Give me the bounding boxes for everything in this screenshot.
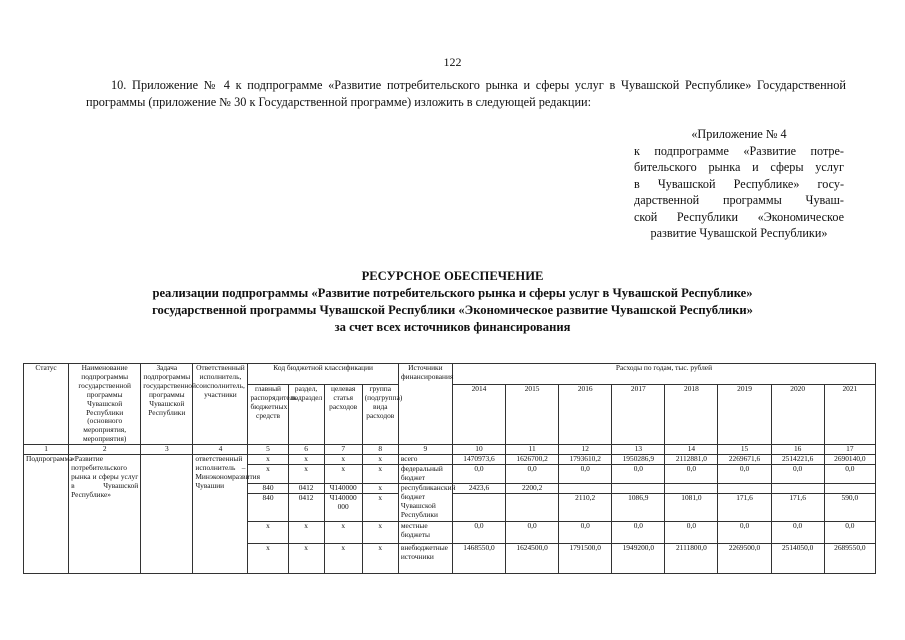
appendix-note <box>634 126 844 242</box>
resource-table <box>23 363 876 574</box>
value-cell: 2110,2 <box>559 493 612 521</box>
intro-paragraph: 10. Приложение № 4 к подпрограмме «Развитие потребительского рынка и сферы услуг в Чувашской Республике» Государственной программы (приложение № 30 к Государственной программе) изложить в следующей редакции: <box>86 78 846 109</box>
header-name: Наименование подпрограммы государственной программы Чувашской Республики (основного мероприятия, мероприятия) <box>69 364 141 445</box>
value-cell: 0,0 <box>665 464 718 483</box>
column-number: 13 <box>612 445 665 455</box>
value-cell: 1081,0 <box>665 493 718 521</box>
code-vr: x <box>362 483 398 493</box>
value-cell <box>771 483 824 493</box>
value-cell: 0,0 <box>506 464 559 483</box>
value-cell <box>612 483 665 493</box>
header-year: 2015 <box>506 385 559 445</box>
appendix-line: к подпрограмме «Развитие потре- <box>634 143 844 158</box>
value-cell: 2514221,6 <box>771 455 824 465</box>
value-cell: 0,0 <box>771 521 824 543</box>
value-cell: 2112881,0 <box>665 455 718 465</box>
value-cell: 0,0 <box>506 521 559 543</box>
code-csr: x <box>324 543 362 573</box>
value-cell <box>452 493 505 521</box>
column-number: 17 <box>824 445 875 455</box>
header-status: Статус <box>24 364 69 445</box>
status-cell: Подпрограмма <box>24 455 69 574</box>
value-cell <box>718 483 771 493</box>
column-number: 14 <box>665 445 718 455</box>
value-cell: 1949200,0 <box>612 543 665 573</box>
header-year: 2017 <box>612 385 665 445</box>
value-cell: 2111800,0 <box>665 543 718 573</box>
code-razdel: 0412 <box>288 493 324 521</box>
column-number: 3 <box>141 445 193 455</box>
value-cell: 1791500,0 <box>559 543 612 573</box>
header-task: Задача подпрограммы государственной программы Чувашской Республики <box>141 364 193 445</box>
code-razdel: 0412 <box>288 483 324 493</box>
header-razdel: раздел, подраздел <box>288 385 324 445</box>
value-cell: 2200,2 <box>506 483 559 493</box>
code-razdel: x <box>288 521 324 543</box>
appendix-line: дарственной программы Чуваш- <box>634 193 844 207</box>
code-razdel: x <box>288 464 324 483</box>
column-number: 15 <box>718 445 771 455</box>
program-name-cell: «Развитие потребительского рынка и сферы услуг в Чувашской Республике» <box>69 455 141 574</box>
header-budget-code: Код бюджетной классификации <box>248 364 398 385</box>
header-year: 2014 <box>452 385 505 445</box>
source-cell: всего <box>398 455 452 465</box>
page-number: 122 <box>443 55 462 69</box>
task-cell <box>141 455 193 574</box>
header-responsible: Ответственный исполнитель, соисполнитель, участники <box>193 364 248 445</box>
column-number: 8 <box>362 445 398 455</box>
title-line: государственной программы Чувашской Республики «Экономическое развитие Чувашской Республики» <box>152 303 753 317</box>
value-cell <box>559 483 612 493</box>
value-cell: 0,0 <box>771 464 824 483</box>
code-csr: Ч140000 000 <box>324 493 362 521</box>
appendix-line: развитие Чувашской Республики» <box>650 226 828 240</box>
value-cell: 171,6 <box>718 493 771 521</box>
value-cell: 0,0 <box>612 464 665 483</box>
code-csr: Ч140000 <box>324 483 362 493</box>
value-cell: 2269671,6 <box>718 455 771 465</box>
value-cell: 2690140,0 <box>824 455 875 465</box>
column-number: 6 <box>288 445 324 455</box>
column-number: 9 <box>398 445 452 455</box>
header-vr: группа (подгруппа) вида расходов <box>362 385 398 445</box>
value-cell: 2269500,0 <box>718 543 771 573</box>
value-cell <box>665 483 718 493</box>
header-year: 2021 <box>824 385 875 445</box>
column-number-row <box>24 445 876 455</box>
code-csr: x <box>324 455 362 465</box>
document-title <box>0 268 905 336</box>
code-vr: x <box>362 455 398 465</box>
value-cell <box>824 483 875 493</box>
title-line: РЕСУРСНОЕ ОБЕСПЕЧЕНИЕ <box>361 269 544 283</box>
value-cell: 0,0 <box>665 521 718 543</box>
column-number: 10 <box>452 445 505 455</box>
appendix-line: «Приложение № 4 <box>691 127 787 141</box>
code-grbs: x <box>248 455 288 465</box>
code-grbs: x <box>248 521 288 543</box>
value-cell <box>506 493 559 521</box>
title-line: за счет всех источников финансирования <box>334 320 571 334</box>
value-cell: 1470973,6 <box>452 455 505 465</box>
value-cell: 2689550,0 <box>824 543 875 573</box>
value-cell: 0,0 <box>559 521 612 543</box>
code-grbs: 840 <box>248 493 288 521</box>
value-cell: 1624500,0 <box>506 543 559 573</box>
column-number: 1 <box>24 445 69 455</box>
source-cell: местные бюджеты <box>398 521 452 543</box>
title-line: реализации подпрограммы «Развитие потребительского рынка и сферы услуг в Чувашской Республике» <box>152 286 753 300</box>
appendix-line: в Чувашской Республике» госу- <box>634 176 844 191</box>
code-grbs: 840 <box>248 483 288 493</box>
column-number: 12 <box>559 445 612 455</box>
value-cell: 171,6 <box>771 493 824 521</box>
code-razdel: x <box>288 543 324 573</box>
column-number: 4 <box>193 445 248 455</box>
value-cell: 2514050,0 <box>771 543 824 573</box>
value-cell: 0,0 <box>718 464 771 483</box>
code-grbs: x <box>248 464 288 483</box>
column-number: 11 <box>506 445 559 455</box>
value-cell: 1086,9 <box>612 493 665 521</box>
column-number: 2 <box>69 445 141 455</box>
source-cell: республиканский бюджет Чувашской Республики <box>398 483 452 521</box>
header-year: 2016 <box>559 385 612 445</box>
column-number: 7 <box>324 445 362 455</box>
responsible-cell: ответственный исполнитель – Минэкономразвития Чувашии <box>193 455 248 574</box>
code-grbs: x <box>248 543 288 573</box>
code-vr: x <box>362 464 398 483</box>
header-year: 2018 <box>665 385 718 445</box>
code-razdel: x <box>288 455 324 465</box>
header-expenses: Расходы по годам, тыс. рублей <box>452 364 875 385</box>
source-cell: федеральный бюджет <box>398 464 452 483</box>
value-cell: 590,0 <box>824 493 875 521</box>
value-cell: 2423,6 <box>452 483 505 493</box>
value-cell: 0,0 <box>452 521 505 543</box>
value-cell: 1950286,9 <box>612 455 665 465</box>
code-vr: x <box>362 543 398 573</box>
code-vr: x <box>362 493 398 521</box>
source-cell: внебюджетные источники <box>398 543 452 573</box>
value-cell: 0,0 <box>452 464 505 483</box>
header-year: 2019 <box>718 385 771 445</box>
value-cell: 0,0 <box>824 521 875 543</box>
appendix-line: бительского рынка и сферы услуг <box>634 160 844 174</box>
value-cell: 0,0 <box>612 521 665 543</box>
header-sources: Источники финансирования <box>398 364 452 445</box>
value-cell: 0,0 <box>559 464 612 483</box>
table-row <box>24 455 876 465</box>
header-grbs: главный распорядитель бюджетных средств <box>248 385 288 445</box>
column-number: 16 <box>771 445 824 455</box>
header-row <box>24 364 876 385</box>
value-cell: 1468550,0 <box>452 543 505 573</box>
code-csr: x <box>324 464 362 483</box>
value-cell: 0,0 <box>718 521 771 543</box>
value-cell: 1793610,2 <box>559 455 612 465</box>
header-year: 2020 <box>771 385 824 445</box>
code-csr: x <box>324 521 362 543</box>
code-vr: x <box>362 521 398 543</box>
value-cell: 0,0 <box>824 464 875 483</box>
column-number: 5 <box>248 445 288 455</box>
appendix-line: ской Республики «Экономическое <box>634 209 844 224</box>
value-cell: 1626700,2 <box>506 455 559 465</box>
header-csr: целевая статья расходов <box>324 385 362 445</box>
